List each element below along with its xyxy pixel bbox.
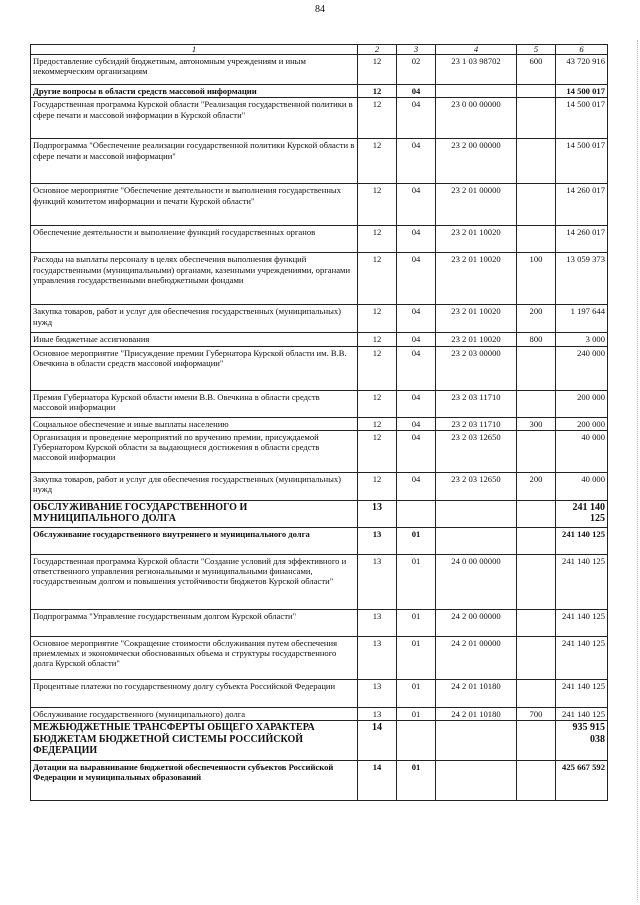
row-pr: 04: [397, 333, 436, 346]
table-row: [31, 430, 608, 472]
row-vr: [517, 226, 556, 253]
row-vr: 600: [517, 55, 556, 85]
row-csr: 24 2 00 00000: [436, 609, 517, 636]
row-name: Предоставление субсидий бюджетным, автономным учреждениям и иным некоммерческим организациям: [31, 55, 358, 85]
table-row: [31, 527, 608, 554]
row-sum: 241 140 125: [556, 500, 608, 527]
row-csr: [436, 85, 517, 98]
row-pr: 01: [397, 636, 436, 679]
column-header-csr: 4: [436, 45, 517, 55]
row-vr: [517, 527, 556, 554]
row-sum: 935 915 038: [556, 721, 608, 761]
row-rz: 13: [358, 609, 397, 636]
row-rz: 13: [358, 500, 397, 527]
row-rz: 12: [358, 305, 397, 333]
row-name: ОБСЛУЖИВАНИЕ ГОСУДАРСТВЕННОГО И МУНИЦИПАЛЬНОГО ДОЛГА: [31, 500, 358, 527]
row-csr: 23 1 03 98702: [436, 55, 517, 85]
row-name: Подпрограмма "Обеспечение реализации государственной политики Курской области в сфере печати и массовой информации": [31, 139, 358, 184]
row-rz: 12: [358, 253, 397, 305]
row-csr: 24 2 01 00000: [436, 636, 517, 679]
row-vr: [517, 554, 556, 609]
row-vr: [517, 184, 556, 226]
row-name: Социальное обеспечение и иные выплаты населению: [31, 417, 358, 430]
row-name: Государственная программа Курской области "Создание условий для эффективного и ответственного управления региональными и муниципальными финансами, государственным долгом и повышения устойчивости бюджетов Курской области": [31, 554, 358, 609]
row-csr: 24 2 01 10180: [436, 679, 517, 707]
row-name: Премия Губернатора Курской области имени В.В. Овечкина в области средств массовой информации: [31, 390, 358, 417]
table-row: [31, 417, 608, 430]
row-name: Дотации на выравнивание бюджетной обеспеченности субъектов Российской Федерации и муниципальных образований: [31, 761, 358, 801]
column-header-name: 1: [31, 45, 358, 55]
column-header-vr: 5: [517, 45, 556, 55]
row-name: Государственная программа Курской области "Реализация государственной политики в сфере печати и массовой информации в Курской области": [31, 98, 358, 139]
row-sum: 200 000: [556, 390, 608, 417]
row-csr: 23 0 00 00000: [436, 98, 517, 139]
row-pr: 01: [397, 527, 436, 554]
row-rz: 13: [358, 636, 397, 679]
row-name: Основное мероприятие "Присуждение премии Губернатора Курской области им. В.В. Овечкина в области средств массовой информации": [31, 346, 358, 390]
row-sum: 3 000: [556, 333, 608, 346]
row-vr: [517, 98, 556, 139]
row-rz: 12: [358, 139, 397, 184]
column-header-rz: 2: [358, 45, 397, 55]
row-rz: 12: [358, 184, 397, 226]
row-sum: 14 500 017: [556, 85, 608, 98]
row-rz: 13: [358, 679, 397, 707]
table-row: [31, 98, 608, 139]
row-sum: 241 140 125: [556, 679, 608, 707]
row-sum: 43 720 916: [556, 55, 608, 85]
row-name: Расходы на выплаты персоналу в целях обеспечения выполнения функций государственными (муниципальными) органами, казенными учреждениями, органами управления государственными внебюджетными фондами: [31, 253, 358, 305]
row-rz: 12: [358, 226, 397, 253]
table-row: [31, 390, 608, 417]
row-rz: 14: [358, 761, 397, 801]
row-name: Обслуживание государственного внутреннего и муниципального долга: [31, 527, 358, 554]
row-pr: 04: [397, 253, 436, 305]
row-rz: 13: [358, 707, 397, 720]
row-rz: 12: [358, 430, 397, 472]
row-csr: 24 0 00 00000: [436, 554, 517, 609]
row-vr: [517, 139, 556, 184]
row-sum: 241 140 125: [556, 636, 608, 679]
row-sum: 14 500 017: [556, 139, 608, 184]
row-pr: [397, 721, 436, 761]
row-vr: 100: [517, 253, 556, 305]
row-pr: 01: [397, 761, 436, 801]
table-row: [31, 679, 608, 707]
row-name: Организация и проведение мероприятий по вручению премии, присуждаемой Губернатором Курской области за выдающиеся достижения в области средств массовой информации: [31, 430, 358, 472]
row-rz: 12: [358, 98, 397, 139]
row-vr: 200: [517, 472, 556, 500]
row-vr: [517, 636, 556, 679]
row-pr: 04: [397, 390, 436, 417]
row-sum: 14 260 017: [556, 184, 608, 226]
row-name: Иные бюджетные ассигнования: [31, 333, 358, 346]
row-pr: 01: [397, 554, 436, 609]
row-csr: 23 2 03 11710: [436, 390, 517, 417]
row-rz: 12: [358, 333, 397, 346]
row-rz: 12: [358, 346, 397, 390]
row-vr: 700: [517, 707, 556, 720]
table-row: [31, 761, 608, 801]
table-row: [31, 85, 608, 98]
row-sum: 241 140 125: [556, 527, 608, 554]
row-pr: 04: [397, 417, 436, 430]
row-name: Процентные платежи по государственному долгу субъекта Российской Федерации: [31, 679, 358, 707]
row-rz: 12: [358, 417, 397, 430]
row-sum: 40 000: [556, 430, 608, 472]
row-csr: [436, 721, 517, 761]
row-pr: 04: [397, 98, 436, 139]
row-vr: [517, 430, 556, 472]
row-vr: [517, 679, 556, 707]
row-sum: 425 667 592: [556, 761, 608, 801]
row-pr: 04: [397, 85, 436, 98]
row-csr: [436, 527, 517, 554]
row-name: Другие вопросы в области средств массовой информации: [31, 85, 358, 98]
row-rz: 14: [358, 721, 397, 761]
row-name: МЕЖБЮДЖЕТНЫЕ ТРАНСФЕРТЫ ОБЩЕГО ХАРАКТЕРА БЮДЖЕТАМ БЮДЖЕТНОЙ СИСТЕМЫ РОССИЙСКОЙ ФЕДЕРАЦИИ: [31, 721, 358, 761]
budget-table: [30, 44, 608, 801]
row-csr: 23 2 01 10020: [436, 333, 517, 346]
row-csr: 23 2 01 10020: [436, 253, 517, 305]
table-row: [31, 139, 608, 184]
row-vr: 200: [517, 305, 556, 333]
row-pr: 02: [397, 55, 436, 85]
table-row: [31, 500, 608, 527]
row-vr: [517, 85, 556, 98]
row-name: Обслуживание государственного (муниципального) долга: [31, 707, 358, 720]
row-pr: 04: [397, 430, 436, 472]
table-row: [31, 253, 608, 305]
row-name: Основное мероприятие "Обеспечение деятельности и выполнения государственных функций комитетом информации и печати Курской области": [31, 184, 358, 226]
row-csr: 24 2 01 10180: [436, 707, 517, 720]
table-row: [31, 472, 608, 500]
row-pr: 04: [397, 305, 436, 333]
row-csr: 23 2 03 00000: [436, 346, 517, 390]
row-vr: [517, 500, 556, 527]
table-row: [31, 346, 608, 390]
row-name: Закупка товаров, работ и услуг для обеспечения государственных (муниципальных) нужд: [31, 472, 358, 500]
row-csr: 23 2 01 10020: [436, 305, 517, 333]
row-pr: 04: [397, 226, 436, 253]
row-csr: 23 2 01 10020: [436, 226, 517, 253]
row-csr: [436, 500, 517, 527]
row-rz: 13: [358, 554, 397, 609]
column-header-pr: 3: [397, 45, 436, 55]
row-csr: 23 2 01 00000: [436, 184, 517, 226]
row-sum: 40 000: [556, 472, 608, 500]
table-row: [31, 55, 608, 85]
row-sum: 13 059 373: [556, 253, 608, 305]
row-pr: 01: [397, 609, 436, 636]
row-vr: [517, 721, 556, 761]
row-rz: 13: [358, 527, 397, 554]
row-vr: [517, 346, 556, 390]
row-rz: 12: [358, 85, 397, 98]
table-row: [31, 184, 608, 226]
table-row: [31, 707, 608, 720]
column-header-sum: 6: [556, 45, 608, 55]
row-pr: 01: [397, 679, 436, 707]
row-vr: 300: [517, 417, 556, 430]
row-csr: 23 2 03 12650: [436, 430, 517, 472]
row-pr: 04: [397, 184, 436, 226]
row-vr: [517, 390, 556, 417]
table-header-row: [31, 45, 608, 55]
row-sum: 241 140 125: [556, 707, 608, 720]
row-csr: 23 2 00 00000: [436, 139, 517, 184]
row-rz: 12: [358, 472, 397, 500]
row-pr: 01: [397, 707, 436, 720]
table-row: [31, 554, 608, 609]
table-row: [31, 305, 608, 333]
row-csr: 23 2 03 12650: [436, 472, 517, 500]
row-sum: 241 140 125: [556, 609, 608, 636]
row-vr: 800: [517, 333, 556, 346]
row-sum: 14 260 017: [556, 226, 608, 253]
table-row: [31, 226, 608, 253]
row-sum: 1 197 644: [556, 305, 608, 333]
table-row: [31, 333, 608, 346]
page-number: 84: [315, 4, 325, 15]
row-name: Основное мероприятие "Сокращение стоимости обслуживания путем обеспечения приемлемых и экономически обоснованных объема и структуры государственного долга Курской области": [31, 636, 358, 679]
row-pr: 04: [397, 346, 436, 390]
row-sum: 200 000: [556, 417, 608, 430]
table-row: [31, 636, 608, 679]
row-csr: [436, 761, 517, 801]
row-name: Закупка товаров, работ и услуг для обеспечения государственных (муниципальных) нужд: [31, 305, 358, 333]
row-csr: 23 2 03 11710: [436, 417, 517, 430]
row-pr: 04: [397, 472, 436, 500]
row-vr: [517, 761, 556, 801]
row-name: Подпрограмма "Управление государственным долгом Курской области": [31, 609, 358, 636]
table-body: [31, 55, 608, 801]
row-pr: 04: [397, 139, 436, 184]
row-rz: 12: [358, 55, 397, 85]
table-row: [31, 609, 608, 636]
row-sum: 240 000: [556, 346, 608, 390]
row-sum: 14 500 017: [556, 98, 608, 139]
row-sum: 241 140 125: [556, 554, 608, 609]
row-vr: [517, 609, 556, 636]
row-rz: 12: [358, 390, 397, 417]
table-row: [31, 721, 608, 761]
row-name: Обеспечение деятельности и выполнение функций государственных органов: [31, 226, 358, 253]
row-pr: [397, 500, 436, 527]
scan-edge: [635, 40, 638, 900]
